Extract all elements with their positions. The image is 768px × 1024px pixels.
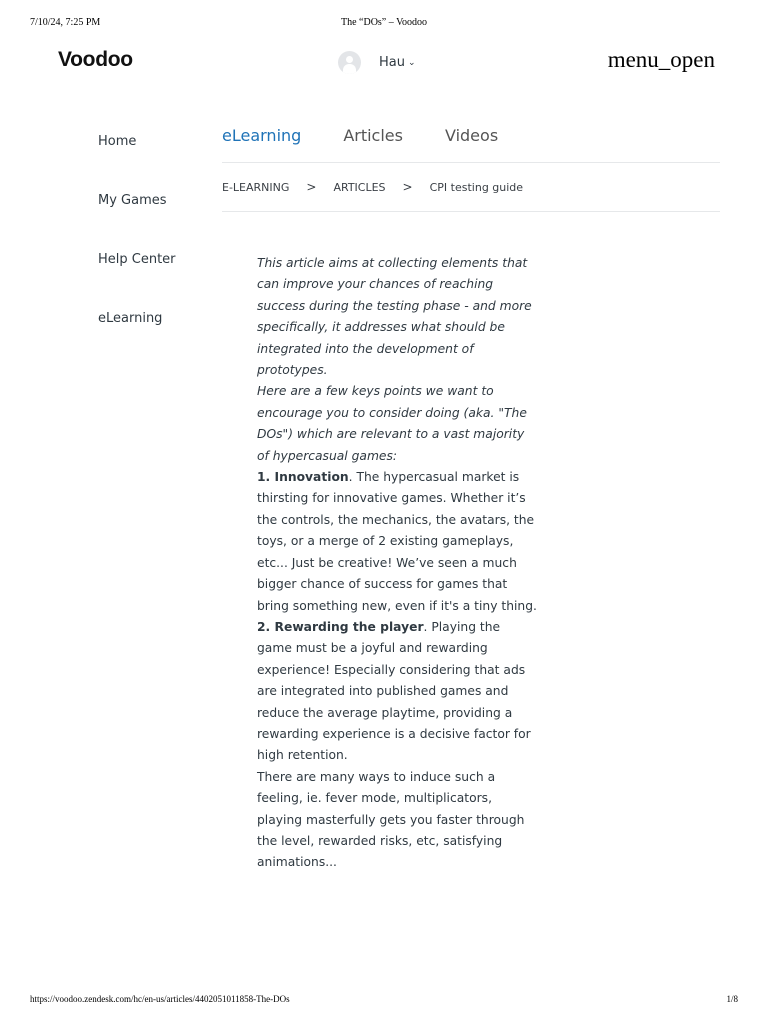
user-name[interactable]: Hau bbox=[379, 55, 405, 70]
content-tabs bbox=[222, 126, 720, 163]
article-intro-1: This article aims at collecting elements that can improve your chances of reaching success during the testing phase - and more specifically, it addresses what should be integrated into the development of prototypes. bbox=[257, 256, 532, 378]
breadcrumb bbox=[222, 163, 720, 212]
article-point-2 bbox=[257, 617, 537, 767]
tab-elearning[interactable]: eLearning bbox=[222, 126, 302, 145]
breadcrumb-current[interactable]: CPI testing guide bbox=[429, 180, 524, 194]
tab-articles[interactable]: Articles bbox=[343, 126, 403, 145]
article-intro-2: Here are a few keys points we want to encourage you to consider doing (aka. "The DOs") which are relevant to a vast majority of hypercasual games: bbox=[257, 384, 527, 463]
print-page-number: 1/8 bbox=[726, 994, 738, 1004]
tab-videos[interactable]: Videos bbox=[444, 126, 499, 145]
sidebar-nav bbox=[98, 134, 176, 370]
voodoo-logo[interactable]: Voodoo bbox=[58, 48, 133, 71]
article-point-1 bbox=[257, 467, 537, 617]
chevron-down-icon[interactable]: ⌄ bbox=[407, 57, 416, 68]
sidebar-item-help-center[interactable]: Help Center bbox=[98, 252, 176, 267]
point-1-text: . The hypercasual market is thirsting for innovative games. Whether it’s the controls, the mechanics, the avatars, the toys, or a merge of 2 existing gameplays, etc... Just be creative! We’ve seen a much bigger chance of success for games that bring something new, even if it's a tiny thing. bbox=[257, 470, 537, 613]
breadcrumb-elearning[interactable]: E-LEARNING bbox=[222, 180, 290, 194]
sidebar-item-my-games[interactable]: My Games bbox=[98, 193, 167, 208]
point-1-title: 1. Innovation bbox=[257, 470, 349, 485]
print-page-title: The “DOs” – Voodoo bbox=[340, 17, 427, 28]
breadcrumb-separator: > bbox=[402, 180, 413, 194]
article-body bbox=[257, 253, 537, 874]
avatar[interactable] bbox=[338, 51, 361, 74]
menu-open-icon[interactable]: menu_open bbox=[607, 47, 715, 72]
print-datetime: 7/10/24, 7:25 PM bbox=[30, 17, 101, 28]
breadcrumb-separator: > bbox=[306, 180, 317, 194]
article-point-2-continued: There are many ways to induce such a feeling, ie. fever mode, multiplicators, playing masterfully gets you faster through the level, rewarded risks, etc, satisfying animations... bbox=[257, 769, 525, 870]
breadcrumb-articles[interactable]: ARTICLES bbox=[333, 180, 386, 194]
point-2-title: 2. Rewarding the player bbox=[257, 619, 424, 634]
print-url: https://voodoo.zendesk.com/hc/en-us/articles/4402051011858-The-DOs bbox=[30, 994, 290, 1004]
point-2-text: . Playing the game must be a joyful and rewarding experience! Especially considering that ads are integrated into published games and reduce the average playtime, providing a rewarding experience is a decisive factor for high retention. bbox=[257, 619, 531, 763]
sidebar-item-home[interactable]: Home bbox=[98, 134, 137, 149]
user-menu[interactable] bbox=[338, 51, 416, 74]
sidebar-item-elearning[interactable]: eLearning bbox=[98, 311, 163, 326]
